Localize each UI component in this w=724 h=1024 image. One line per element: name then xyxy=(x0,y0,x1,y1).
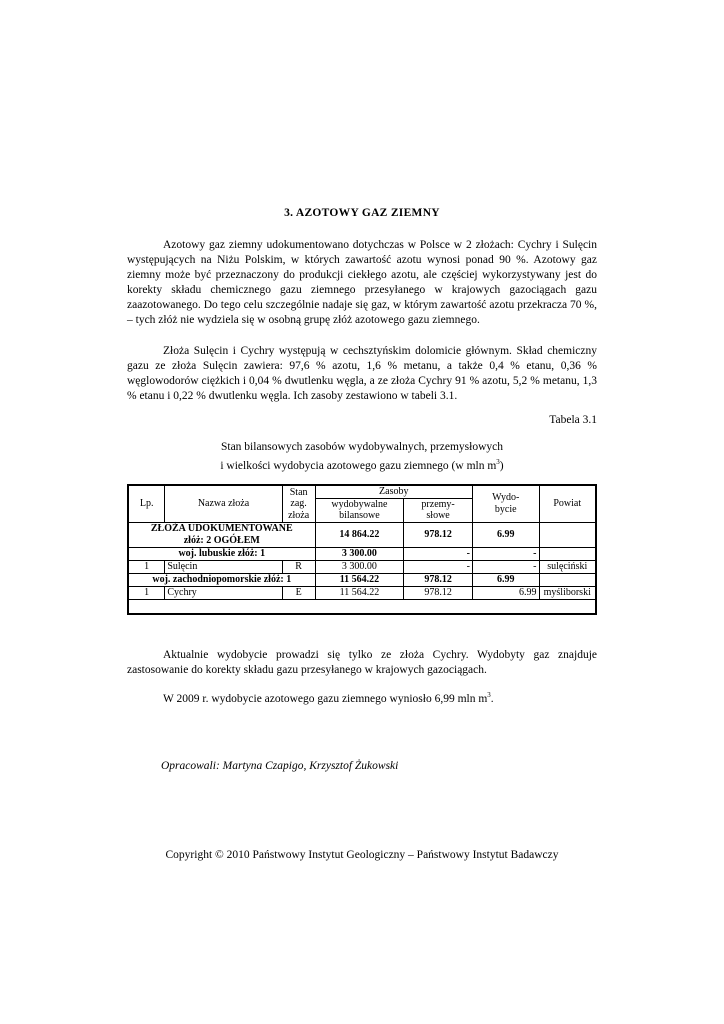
caption-line-2: i wielkości wydobycia azotowego gazu ziemnego (w mln m xyxy=(220,459,497,472)
woj-zachodniopomorskie-label: woj. zachodniopomorskie złóż: 1 xyxy=(128,573,315,586)
empty-cell xyxy=(128,599,596,614)
reserves-table xyxy=(127,484,597,615)
cychry-stan: E xyxy=(282,586,315,599)
header-wydobycie: Wydo- bycie xyxy=(472,485,539,522)
total-wydobycie: 6.99 xyxy=(472,522,539,547)
header-lp: Lp. xyxy=(128,485,165,522)
section-title: 3. AZOTOWY GAZ ZIEMNY xyxy=(284,207,440,219)
cychry-wydobycie: 6.99 xyxy=(472,586,539,599)
document-page xyxy=(127,0,597,1024)
header-przemyslowe: przemy- słowe xyxy=(404,498,473,522)
header-nazwa: Nazwa złoża xyxy=(165,485,282,522)
table-header-row-1 xyxy=(128,485,596,498)
woj-lubuskie-przemyslowe: - xyxy=(404,547,473,560)
woj-lubuskie-powiat xyxy=(539,547,596,560)
sulecin-przemyslowe: - xyxy=(404,560,473,573)
woj-zachodniopomorskie-wydobycie: 6.99 xyxy=(472,573,539,586)
total-przemyslowe: 978.12 xyxy=(404,522,473,547)
total-label: ZŁOŻA UDOKUMENTOWANE złóż: 2 OGÓŁEM xyxy=(128,522,315,547)
author-line: Opracowali: Martyna Czapigo, Krzysztof Żukowski xyxy=(161,760,399,772)
table-row-woj-zachodniopomorskie xyxy=(128,573,596,586)
total-wydobywalne: 14 864.22 xyxy=(315,522,404,547)
total-powiat xyxy=(539,522,596,547)
caption-line-1: Stan bilansowych zasobów wydobywalnych, przemysłowych xyxy=(220,441,503,453)
caption-superscript: 3 xyxy=(496,458,500,466)
table-row xyxy=(128,560,596,573)
cychry-powiat: myśliborski xyxy=(539,586,596,599)
copyright-line: Copyright © 2010 Państwowy Instytut Geologiczny – Państwowy Instytut Badawczy xyxy=(165,849,559,861)
cychry-nazwa: Cychry xyxy=(165,586,282,599)
paragraph-2009: W 2009 r. wydobycie azotowego gazu ziemnego wyniosło 6,99 mln $m^3$. xyxy=(163,691,494,705)
paragraph-composition: Złoża Sulęcin i Cychry występują w cechsztyńskim dolomicie głównym. Skład chemiczny gazu ze złoża Sulęcin zawiera: 97,6 % azotu, 1,6 % metanu, a także 0,4 % etanu, 0,36 % węglowodorów ciężkich i 0,04 % dwutlenku węgla, a ze złoża Cychry 91 % azotu, 5,2 % metanu, 1,3 % etanu i 0,22 % dwutlenku węgla. Ich zasoby zestawiono w tabeli 3.1. xyxy=(127,345,597,402)
cychry-lp: 1 xyxy=(128,586,165,599)
sulecin-wydobycie: - xyxy=(472,560,539,573)
table-caption xyxy=(127,440,597,474)
woj-lubuskie-wydobycie: - xyxy=(472,547,539,560)
table-row xyxy=(128,586,596,599)
woj-zachodniopomorskie-przemyslowe: 978.12 xyxy=(404,573,473,586)
cychry-wydobywalne: 11 564.22 xyxy=(315,586,404,599)
table-row-woj-lubuskie xyxy=(128,547,596,560)
sulecin-powiat: sulęciński xyxy=(539,560,596,573)
caption-end: ) xyxy=(499,459,504,472)
woj-lubuskie-label: woj. lubuskie złóż: 1 xyxy=(128,547,315,560)
header-powiat: Powiat xyxy=(539,485,596,522)
woj-zachodniopomorskie-wydobywalne: 11 564.22 xyxy=(315,573,404,586)
header-wydobywalne: wydobywalne bilansowe xyxy=(315,498,404,522)
sulecin-nazwa: Sulęcin xyxy=(165,560,282,573)
table-empty-row xyxy=(128,599,596,614)
woj-zachodniopomorskie-powiat xyxy=(539,573,596,586)
header-stan: Stan zag. złoża xyxy=(282,485,315,522)
table-row-total xyxy=(128,522,596,547)
table-label: Tabela 3.1 xyxy=(549,414,597,426)
paragraph-production: Aktualnie wydobycie prowadzi się tylko ze złoża Cychry. Wydobyty gaz znajduje zastosowanie do korekty składu gazu przesyłanego w krajowych gazociągach. xyxy=(127,649,597,676)
cychry-przemyslowe: 978.12 xyxy=(404,586,473,599)
sulecin-lp: 1 xyxy=(128,560,165,573)
sulecin-stan: R xyxy=(282,560,315,573)
header-zasoby: Zasoby xyxy=(315,485,472,498)
paragraph-intro: Azotowy gaz ziemny udokumentowano dotychczas w Polsce w 2 złożach: Cychry i Sulęcin występujących na Niżu Polskim, w których zawartość azotu wynosi ponad 90 %. Azotowy gaz ziemny może być przeznaczony do produkcji ciekłego azotu, ale częściej wykorzystywany jest do korekty składu chemicznego gazu ziemnego przesyłanego w krajowych gazociągach gazu zaazotowanego. Do tego celu szczególnie nadaje się gaz, w którym zawartość azotu przekracza 70 %, – tych złóż nie wydziela się w osobną grupę złóż azotowego gazu ziemnego. xyxy=(127,239,597,326)
woj-lubuskie-wydobywalne: 3 300.00 xyxy=(315,547,404,560)
sulecin-wydobywalne: 3 300.00 xyxy=(315,560,404,573)
